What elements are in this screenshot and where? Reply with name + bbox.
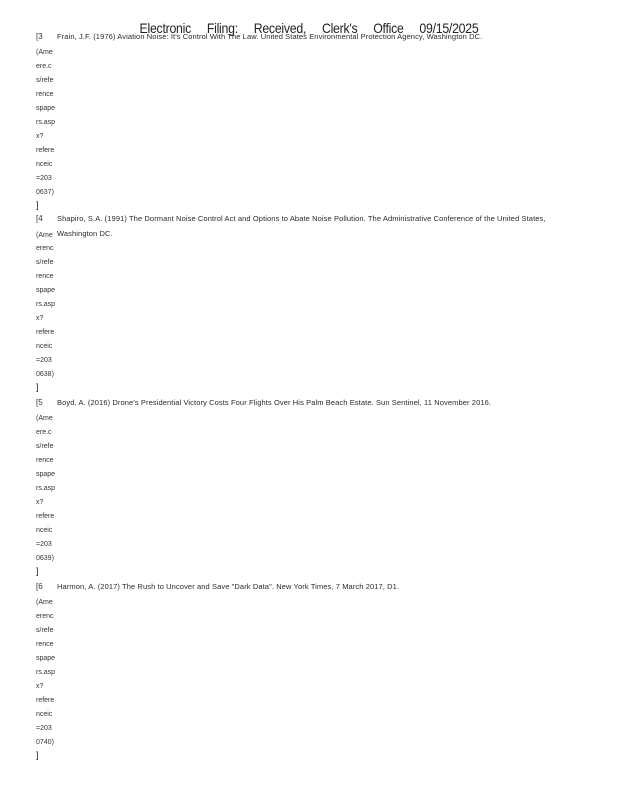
fragment: ere.c: [36, 429, 52, 436]
header-word-1: Electronic: [139, 20, 191, 36]
fragment: =203: [36, 175, 52, 182]
fragment: rs.asp: [36, 301, 56, 308]
reference-link-fragments: [36, 412, 60, 566]
closing-bracket: ]: [36, 750, 39, 760]
fragment: refere: [36, 147, 55, 154]
reference-link-fragments: [36, 242, 60, 382]
fragment: refere: [36, 513, 55, 520]
fragment: refere: [36, 697, 55, 704]
fragment: (Ame: [36, 49, 53, 56]
fragment: nceic: [36, 343, 53, 350]
fragment: 0639): [36, 555, 54, 562]
fragment: rs.asp: [36, 485, 56, 492]
fragment: 0637): [36, 189, 54, 196]
closing-bracket: ]: [36, 200, 39, 210]
fragment: s/refe: [36, 627, 54, 634]
fragment: x?: [36, 315, 44, 322]
fragment: rs.asp: [36, 669, 56, 676]
fragment: erenc: [36, 613, 54, 620]
fragment: rs.asp: [36, 119, 56, 126]
fragment: rence: [36, 91, 54, 98]
closing-bracket: ]: [36, 566, 39, 576]
reference-citation: Frain, J.F. (1976) Aviation Noise: It's Control With The Law. United States Environmental Protection Agency, Washington DC.: [57, 32, 483, 41]
header-word-3: Received,: [253, 20, 307, 36]
fragment: nceic: [36, 711, 53, 718]
fragment: =203: [36, 725, 52, 732]
reference-citation: Boyd, A. (2016) Drone's Presidential Victory Costs Four Flights Over His Palm Beach Estate. Sun Sentinel, 11 November 2016.: [57, 398, 492, 407]
fragment: (Ame: [36, 415, 53, 422]
fragment: (Ame: [36, 599, 53, 606]
fragment: ere.c: [36, 63, 52, 70]
fragment: nceic: [36, 527, 53, 534]
reference-citation: Shapiro, S.A. (1991) The Dormant Noise Control Act and Options to Abate Noise Pollution. The Administrative Conference of the United States,: [57, 214, 546, 223]
reference-number: [5: [36, 398, 43, 407]
header-word-5: Office: [373, 20, 404, 36]
header-date: 09/15/2025: [419, 20, 479, 36]
fragment: erenc: [36, 245, 54, 252]
fragment: x?: [36, 133, 44, 140]
header-word-4: Clerk's: [321, 20, 358, 36]
fragment-prefix: (Ame: [36, 232, 53, 239]
fragment: =203: [36, 357, 52, 364]
fragment: s/refe: [36, 259, 54, 266]
reference-citation-continued: Washington DC.: [57, 229, 113, 238]
fragment: 0740): [36, 739, 54, 746]
fragment: spape: [36, 471, 56, 478]
fragment: x?: [36, 683, 44, 690]
reference-number: [6: [36, 582, 43, 591]
fragment: s/refe: [36, 443, 54, 450]
reference-number: [3: [36, 32, 43, 41]
fragment: nceic: [36, 161, 53, 168]
fragment: s/refe: [36, 77, 54, 84]
fragment: rence: [36, 641, 54, 648]
fragment: 0638): [36, 371, 54, 378]
fragment: =203: [36, 541, 52, 548]
reference-link-fragments: [36, 596, 60, 750]
reference-number: [4: [36, 214, 43, 223]
reference-citation: Harmon, A. (2017) The Rush to Uncover and Save "Dark Data". New York Times, 7 March 2017, D1.: [57, 582, 400, 591]
fragment: spape: [36, 287, 56, 294]
fragment: spape: [36, 655, 56, 662]
fragment: rence: [36, 273, 54, 280]
header-word-2: Filing:: [206, 20, 238, 36]
reference-link-fragments: [36, 46, 60, 200]
fragment: refere: [36, 329, 55, 336]
fragment: x?: [36, 499, 44, 506]
fragment: spape: [36, 105, 56, 112]
fragment: rence: [36, 457, 54, 464]
closing-bracket: ]: [36, 382, 39, 392]
